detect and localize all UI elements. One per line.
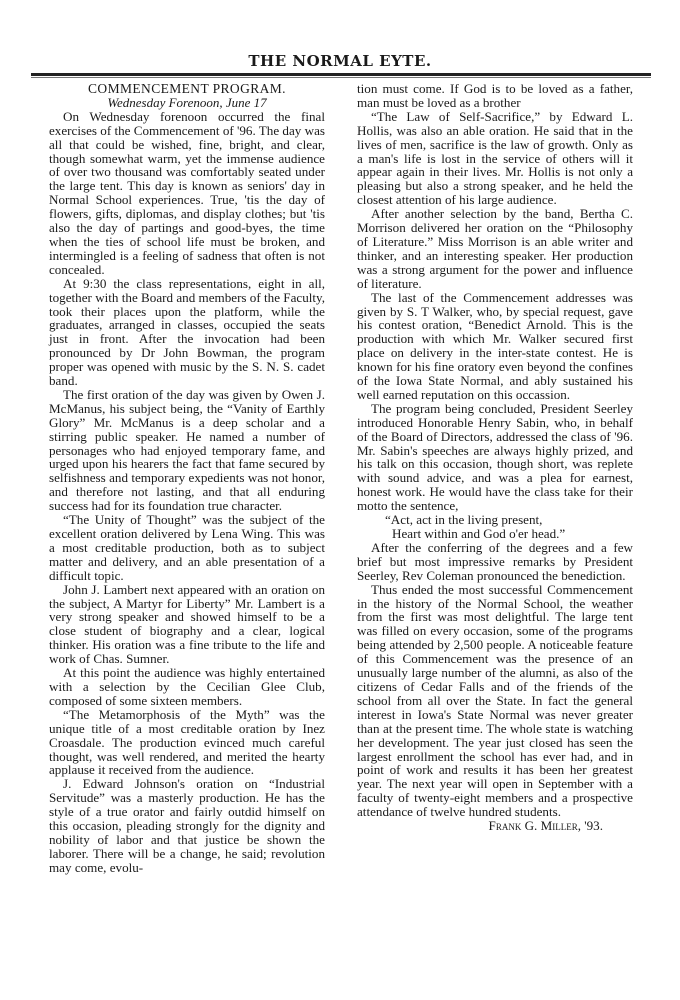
paragraph: “The Metamorphosis of the Myth” was the unique title of a most creditable oration by Inez Croasdale. The production evinced much careful thought, was well rendered, and merited the hearty applause it received from the audience. [49,706,325,778]
header-rule-thin [31,77,651,78]
header-rule [31,73,651,76]
author-signature: Frank G. Miller, '93. [488,818,603,834]
paragraph: On Wednesday forenoon occurred the final exercises of the Commencement of '96. The day was all that could be wished, fine, bright, and clear, though somewhat warm, yet the immense audience of over two thousand was comfortably seated under the large tent. This day is known as seniors' day in Normal School experiences. True, 'tis the day of flowers, gifts, diplomas, and display clothes; but 'tis also the day of partings and good-byes, the time when the ties of school life must be broken, and intermingled is a feeling of sadness that often is not concealed. [49,108,325,277]
paragraph: The program being concluded, President Seerley introduced Honorable Henry Sabin, who, in behalf of the Board of Directors, addressed the class of '96. Mr. Sabin's speeches are always highly prized, and his talk on this occasion, though short, was replete with sound advice, and was a plea for earnest, honest work. He would have the class take for their motto the sentence, [357,400,633,514]
paragraph: Thus ended the most successful Commencement in the history of the Normal School, the weather from the first was most delightful. The large tent was filled on every occasion, some of the programs being attended by 2,500 people. A noticeable feature of this Commencement was the presence of an unusually large number of the alumni, as also of the citizens of Cedar Falls and of the friends of the school from all over the State. In fact the general interest in Iowa's State Normal was never greater than at the present time. The whole state is watching her development. The year just closed has seen the largest enrollment the school has ever had, and in point of work and results it has been her greatest year. The next year will open in September with a faculty of twenty-eight members and a prospective attendance of twelve hundred students. [357,581,633,820]
motto-verse [357,513,633,541]
paragraph: After another selection by the band, Bertha C. Morrison delivered her oration on the “Philosophy of Literature.” Miss Morrison is an able writer and thinker, and an interesting speaker. Her production was a strong argument for the power and influence of literature. [357,206,633,291]
paragraph: John J. Lambert next appeared with an oration on the subject, A Martyr for Liberty” Mr. Lambert is a very strong speaker and showed himself to be a close student of biography and a clear, logical thinker. His oration was a fine tribute to the life and work of Chas. Sumner. [49,581,325,667]
left-column [49,82,325,875]
paragraph: “The Unity of Thought” was the subject of the excellent oration delivered by Lena Wing. This was a most creditable production, both as to subject matter and delivery, and an able presentation of a difficult topic. [49,512,325,583]
page-masthead: THE NORMAL EYTE. [248,52,432,70]
paragraph: “The Law of Self-Sacrifice,” by Edward L. Hollis, was also an able oration. He said that in the lives of men, sacrifice is the law of growth. Only as a man's life is lost in the service of others will it appear again in their lives. Mr. Hollis is not only a pleasing but also a strong speaker, and he held the closest attention of his large audience. [357,108,633,208]
paragraph: At this point the audience was highly entertained with a selection by the Cecilian Glee Club, composed of some sixteen members. [49,665,325,708]
paragraph: The last of the Commencement addresses was given by S. T Walker, who, by special request, gave his contest oration, “Benedict Arnold. This is the production with which Mr. Walker secured first place on delivery in the inter-state contest. He is known for his fine oratory even beyond the confines of the Iowa State Normal, and ably sustained his well earned reputation on this occassion. [357,289,633,402]
paragraph: The first oration of the day was given by Owen J. McManus, his subject being, the “Vanity of Earthly Glory” Mr. McManus is a deep scholar and a stirring public speaker. He named a number of personages who had enjoyed temporary fame, and urged upon his hearers the fact that fame secured by selfishness and temporary expedients was not honor, and therefore not lasting, and that all enduring success had for its foundation true character. [49,386,325,514]
verse-line-2: Heart within and God o'er head.” [392,526,566,541]
article-title: COMMENCEMENT PROGRAM. [88,81,286,96]
right-column [357,82,633,833]
paragraph: J. Edward Johnson's oration on “Industrial Servitude” was a masterly production. He has the style of a true orator and fairly outdid himself on this occasion, pleading strongly for the dignity and nobility of labor and that justice be shown the laborer. There will be a change, he said; revolution may come, evolu- [49,776,325,875]
paragraph: After the conferring of the degrees and a few brief but most impressive remarks by President Seerley, Rev Coleman pronounced the benediction. [357,539,633,583]
paragraph: At 9:30 the class representations, eight in all, together with the Board and members of the Faculty, took their places upon the platform, while the graduates, arranged in classes, occupied the seats just in front. After the invocation had been pronounced by Dr John Bowman, the program proper was opened with music by the S. N. S. cadet band. [49,275,325,389]
article-subtitle: Wednesday Forenoon, June 17 [107,94,267,110]
paragraph: tion must come. If God is to be loved as a father, man must be loved as a brother [357,81,633,110]
verse-line-1: “Act, act in the living present, [385,512,543,528]
